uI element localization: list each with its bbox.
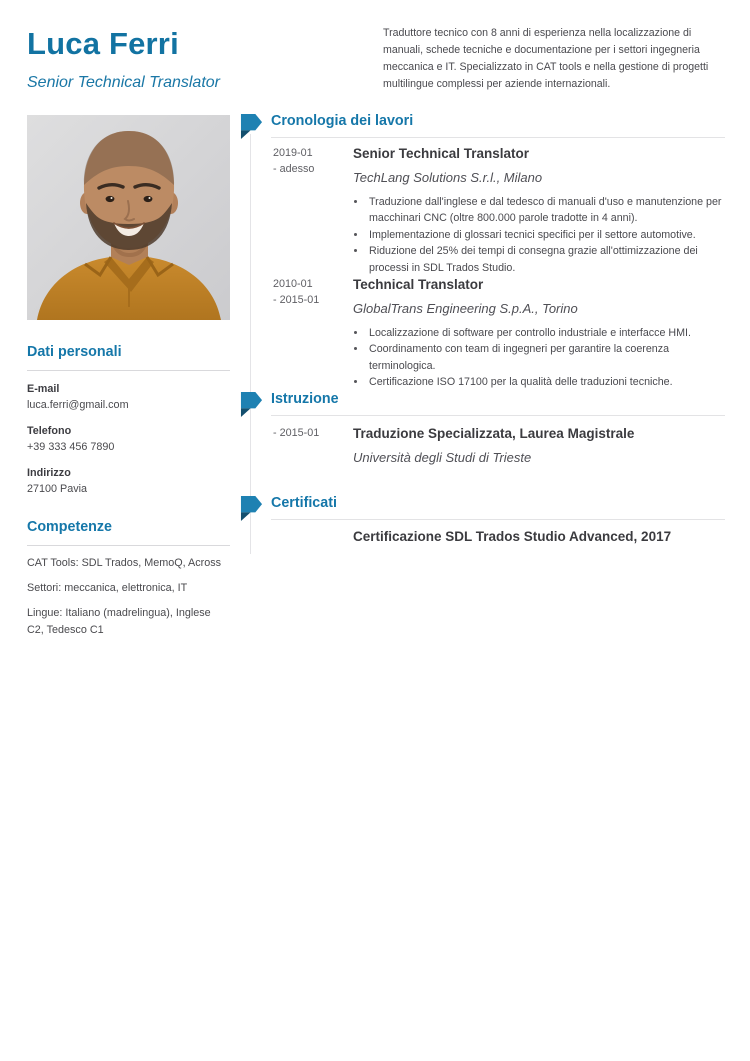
email-label: E-mail [27,383,60,395]
skills-section [27,519,230,638]
profile-photo [27,115,230,320]
flag-icon [240,113,263,139]
skill-item-sectors: Settori: meccanica, elettronica, IT [27,582,188,595]
bullet: • Localizzazione di software per controllo industriale e interfacce HMI. [367,325,725,341]
work-entry-dates: 2019-01 - adesso [273,147,315,175]
certificate-entry-dates [273,529,353,544]
email-value: luca.ferri@gmail.com [27,398,129,411]
skills-title: Competenze [27,519,230,546]
candidate-name: Luca Ferri [27,26,179,61]
flag-icon [240,495,263,521]
education-entry [273,426,725,465]
education-entry-school: Università degli Studi di Trieste [353,450,532,465]
certificate-entry-title: Certificazione SDL Trados Studio Advanced, 2017 [353,529,672,544]
work-history-title: Cronologia dei lavori [271,113,414,129]
certificates-title: Certificati [271,495,337,511]
flag-icon [240,391,263,417]
profile-summary: Traduttore tecnico con 8 anni di esperienza nella localizzazione di manuali, schede tecniche e documentazione per i settori ingegneria meccanica e IT. Specializzato in CAT tools e nella gestione di progetti multilingue complessi per aziende internazionali. [383,27,709,90]
email-field [27,382,230,413]
candidate-job-title: Senior Technical Translator [27,74,220,91]
personal-data-section [27,344,230,497]
education-entry-dates: - 2015-01 [273,427,320,439]
work-entry-company: TechLang Solutions S.r.l., Milano [353,170,543,185]
profile-photo-illustration [27,115,230,320]
work-history-header [240,112,725,139]
address-label: Indirizzo [27,467,71,479]
phone-field [27,424,230,455]
work-entry-bullets [353,325,725,391]
bullet: • Implementazione di glossari tecnici specifici per il settore automotive. [367,227,725,243]
bullet: • Traduzione dall'inglese e dal tedesco di manuali d'uso e manutenzione per macchinari CNC (oltre 800.000 parole tradotte in 4 anni). [367,194,725,227]
phone-label: Telefono [27,425,72,437]
work-entry-bullets [353,194,725,276]
certificates-header [240,494,725,521]
phone-value: +39 333 456 7890 [27,440,115,453]
work-entry [273,277,725,391]
bullet: • Riduzione del 25% dei tempi di consegna grazie all'ottimizzazione dei processi in SDL Trados Studio. [367,243,725,276]
work-entry-dates: 2010-01 - 2015-01 [273,278,320,306]
bullet: • Coordinamento con team di ingegneri per garantire la coerenza terminologica. [367,341,725,374]
bullet: • Certificazione ISO 17100 per la qualità delle traduzioni tecniche. [367,374,725,390]
personal-data-title: Dati personali [27,344,230,371]
address-value: 27100 Pavia [27,482,88,495]
education-header [240,390,725,417]
work-entry [273,146,725,276]
work-entry-title: Senior Technical Translator [353,146,530,161]
work-entry-title: Technical Translator [353,277,484,292]
education-title: Istruzione [271,391,339,407]
work-entry-company: GlobalTrans Engineering S.p.A., Torino [353,301,578,316]
main-column [240,0,725,1061]
timeline-line [250,134,251,554]
skill-item-cat-tools: CAT Tools: SDL Trados, MemoQ, Across [27,557,222,569]
address-field [27,466,230,497]
skill-item-languages: Lingue: Italiano (madrelingua), Inglese C2, Tedesco C1 [27,607,211,636]
education-entry-title: Traduzione Specializzata, Laurea Magistrale [353,426,635,441]
certificate-entry [273,529,725,544]
